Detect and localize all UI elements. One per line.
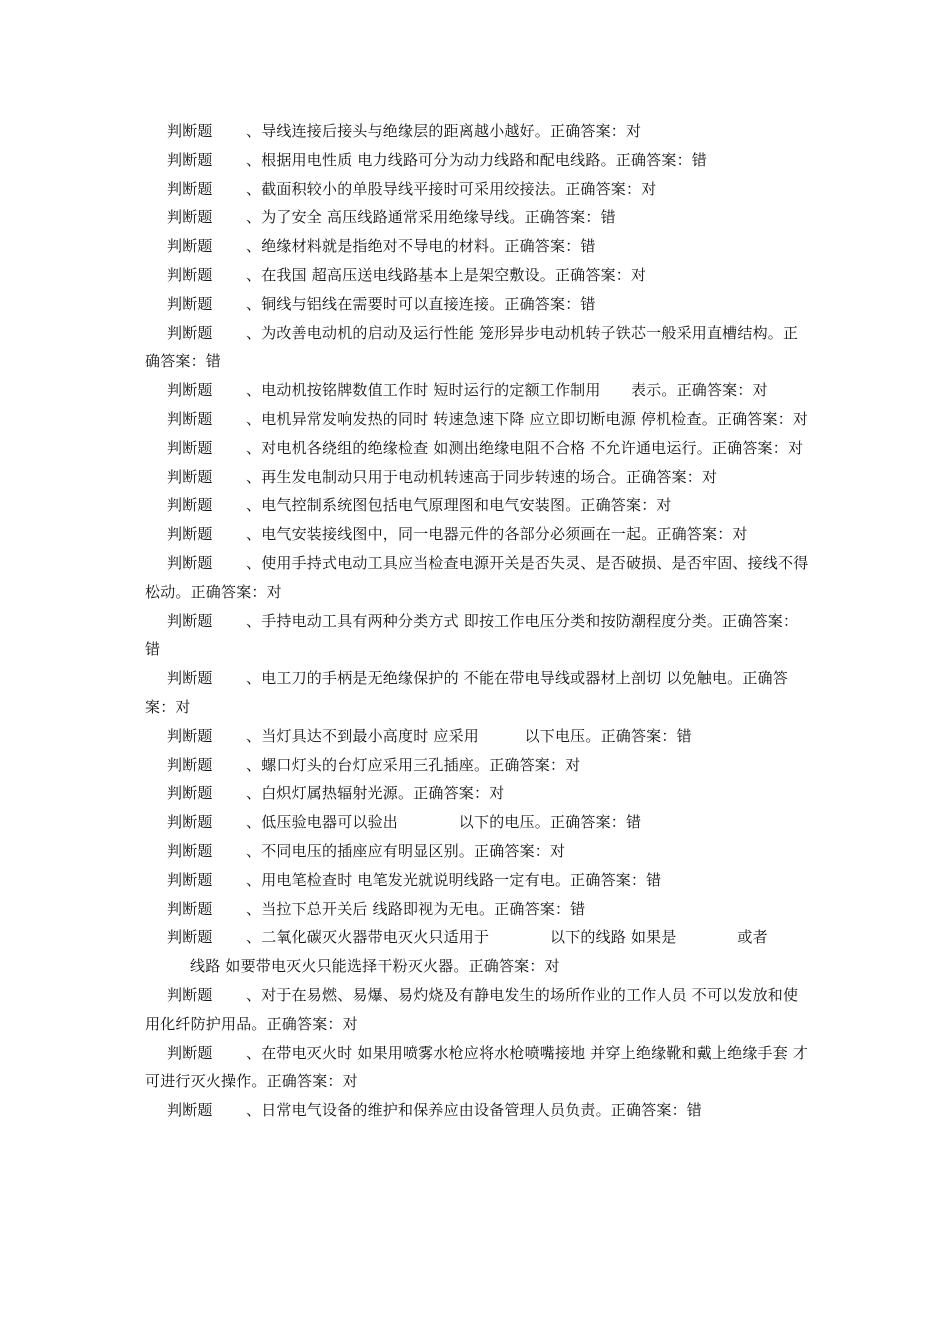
question-text: 、二氧化碳灭火器带电灭火只适用于 以下的线路 如果是 或者 — [246, 928, 768, 947]
question-text: 、电工刀的手柄是无绝缘保护的 不能在带电导线或器材上剖切 以免触电。正确答案：对 — [145, 669, 788, 716]
question-text: 、螺口灯头的台灯应采用三孔插座。正确答案：对 — [246, 755, 581, 774]
question-text: 、为改善电动机的启动及运行性能 笼形异步电动机转子铁芯一般采用直槽结构。正确答案：错 — [145, 323, 799, 371]
question-2 — [145, 146, 810, 175]
question-text: 、电机异常发响发热的同时 转速急速下降 应立即切断电源 停机检查。正确答案：对 — [246, 409, 809, 428]
question-text: 、日常电气设备的维护和保养应由设备管理人员负责。正确答案：错 — [246, 1101, 703, 1120]
question-25-continuation: 线路 如要带电灭火只能选择干粉灭火器。正确答案：对 — [190, 957, 560, 976]
question-type-label: 判断题 — [167, 265, 213, 284]
question-type-label: 判断题 — [167, 784, 213, 803]
question-6 — [145, 261, 810, 290]
question-text: 、为了安全 高压线路通常采用绝缘导线。正确答案：错 — [246, 208, 616, 227]
question-type-label: 判断题 — [167, 928, 213, 947]
question-text: 、对于在易燃、易爆、易灼烧及有静电发生的场所作业的工作人员 不可以发放和使用化纤防护用品。正确答案：对 — [145, 985, 799, 1033]
question-type-label: 判断题 — [167, 611, 213, 630]
question-17 — [145, 664, 810, 722]
question-24 — [145, 895, 810, 924]
question-text: 、用电笔检查时 电笔发光就说明线路一定有电。正确答案：错 — [246, 870, 662, 889]
question-text: 、导线连接后接头与绝缘层的距离越小越好。正确答案：对 — [246, 122, 642, 140]
question-14 — [145, 520, 810, 549]
question-type-label: 判断题 — [167, 899, 213, 918]
question-21 — [145, 808, 810, 837]
question-type-label: 判断题 — [167, 870, 213, 889]
question-type-label: 判断题 — [167, 755, 213, 774]
question-9 — [145, 376, 810, 405]
question-23 — [145, 866, 810, 895]
question-type-label: 判断题 — [167, 985, 213, 1004]
question-text: 、电气控制系统图包括电气原理图和电气安装图。正确答案：对 — [246, 496, 672, 515]
question-type-label: 判断题 — [167, 323, 213, 342]
question-22 — [145, 837, 810, 866]
question-type-label: 判断题 — [167, 525, 213, 544]
question-3 — [145, 175, 810, 204]
question-26 — [145, 981, 810, 1039]
question-15 — [145, 549, 810, 607]
question-type-label: 判断题 — [167, 669, 213, 688]
question-type-label: 判断题 — [167, 294, 213, 313]
question-type-label: 判断题 — [167, 122, 213, 140]
question-8 — [145, 319, 810, 377]
question-19 — [145, 751, 810, 780]
question-12 — [145, 463, 810, 492]
question-text: 、当灯具达不到最小高度时 应采用 以下电压。正确答案：错 — [246, 726, 692, 745]
question-text: 、使用手持式电动工具应当检查电源开关是否失灵、是否破损、是否牢固、接线不得松动。正确答案：对 — [145, 553, 809, 601]
question-1 — [145, 117, 810, 146]
question-text: 、白炽灯属热辐射光源。正确答案：对 — [246, 784, 505, 803]
question-type-label: 判断题 — [167, 841, 213, 860]
question-text: 、电动机按铭牌数值工作时 短时运行的定额工作制用 表示。正确答案：对 — [246, 381, 768, 400]
question-type-label: 判断题 — [167, 726, 213, 745]
question-type-label: 判断题 — [167, 179, 213, 198]
question-5 — [145, 232, 810, 261]
question-type-label: 判断题 — [167, 237, 213, 256]
document-page — [145, 117, 810, 1125]
question-type-label: 判断题 — [167, 208, 213, 227]
question-type-label: 判断题 — [167, 381, 213, 400]
question-text: 、再生发电制动只用于电动机转速高于同步转速的场合。正确答案：对 — [246, 467, 718, 486]
question-25 — [145, 923, 810, 952]
question-4 — [145, 203, 810, 232]
question-text: 、不同电压的插座应有明显区别。正确答案：对 — [246, 841, 566, 860]
question-text: 、在我国 超高压送电线路基本上是架空敷设。正确答案：对 — [246, 265, 647, 284]
question-text: 、截面积较小的单股导线平接时可采用绞接法。正确答案：对 — [246, 179, 657, 198]
question-type-label: 判断题 — [167, 553, 213, 572]
question-type-label: 判断题 — [167, 1101, 213, 1120]
question-16 — [145, 607, 810, 665]
question-text: 、根据用电性质 电力线路可分为动力线路和配电线路。正确答案：错 — [246, 150, 707, 169]
question-11 — [145, 434, 810, 463]
question-text: 、对电机各绕组的绝缘检查 如测出绝缘电阻不合格 不允许通电运行。正确答案：对 — [246, 438, 804, 457]
question-type-label: 判断题 — [167, 813, 213, 832]
question-20 — [145, 779, 810, 808]
question-type-label: 判断题 — [167, 438, 213, 457]
question-28 — [145, 1096, 810, 1125]
question-text: 、铜线与铝线在需要时可以直接连接。正确答案：错 — [246, 294, 596, 313]
question-type-label: 判断题 — [167, 150, 213, 169]
question-text: 、低压验电器可以验出 以下的电压。正确答案：错 — [246, 813, 642, 832]
question-13 — [145, 491, 810, 520]
question-text: 、在带电灭火时 如果用喷雾水枪应将水枪喷嘴接地 并穿上绝缘靴和戴上绝缘手套 才可进行灭火操作。正确答案：对 — [145, 1043, 809, 1091]
question-type-label: 判断题 — [167, 409, 213, 428]
question-text: 、手持电动工具有两种分类方式 即按工作电压分类和按防潮程度分类。正确答案：错 — [145, 611, 799, 659]
question-18 — [145, 722, 810, 751]
question-27 — [145, 1039, 810, 1097]
question-10 — [145, 405, 810, 434]
question-type-label: 判断题 — [167, 1043, 213, 1062]
question-type-label: 判断题 — [167, 496, 213, 515]
question-text: 、电气安装接线图中，同一电器元件的各部分必须画在一起。正确答案：对 — [246, 525, 748, 544]
question-text: 、绝缘材料就是指绝对不导电的材料。正确答案：错 — [246, 237, 596, 256]
question-text: 、当拉下总开关后 线路即视为无电。正确答案：错 — [246, 899, 586, 918]
question-7 — [145, 290, 810, 319]
question-type-label: 判断题 — [167, 467, 213, 486]
